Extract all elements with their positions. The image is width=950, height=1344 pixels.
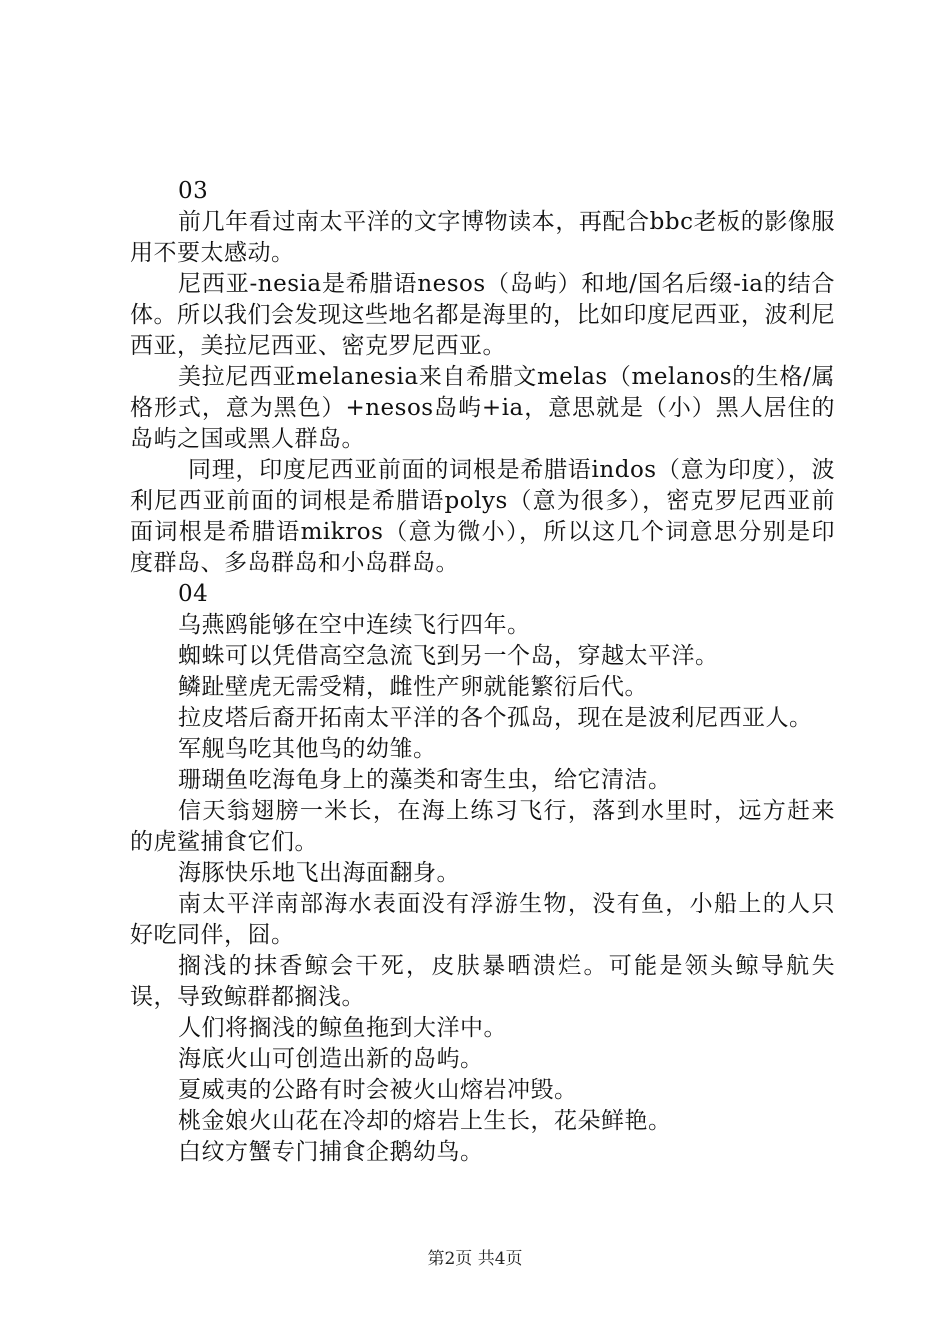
paragraph: 拉皮塔后裔开拓南太平洋的各个孤岛，现在是波利尼西亚人。 (178, 705, 813, 731)
paragraph: 海豚快乐地飞出海面翻身。 (178, 860, 460, 886)
paragraph: 信天翁翅膀一米长，在海上练习飞行，落到水里时，远方赶来的虎鲨捕食它们。 (130, 798, 835, 855)
paragraph: 同理，印度尼西亚前面的词根是希腊语indos（意为印度），波利尼西亚前面的词根是希腊语polys（意为很多），密克罗尼西亚前面词根是希腊语mikros（意为微小），所以这几个词意思分别是印度群岛、多岛群岛和小岛群岛。 (130, 457, 835, 576)
paragraph: 军舰鸟吃其他鸟的幼雏。 (178, 736, 437, 762)
paragraph: 桃金娘火山花在冷却的熔岩上生长，花朵鲜艳。 (178, 1108, 672, 1134)
paragraph: 搁浅的抹香鲸会干死，皮肤暴晒溃烂。可能是领头鲸导航失误，导致鲸群都搁浅。 (130, 953, 835, 1010)
paragraph: 夏威夷的公路有时会被火山熔岩冲毁。 (178, 1077, 578, 1103)
paragraph: 前几年看过南太平洋的文字博物读本，再配合bbc老板的影像服用不要太感动。 (130, 209, 835, 266)
paragraph: 白纹方蟹专门捕食企鹅幼鸟。 (178, 1139, 484, 1165)
paragraph: 美拉尼西亚melanesia来自希腊文melas（melanos的生格/属格形式，意为黑色）+nesos岛屿+ia，意思就是（小）黑人居住的岛屿之国或黑人群岛。 (130, 364, 835, 452)
document-body (130, 176, 835, 1168)
paragraph: 人们将搁浅的鲸鱼拖到大洋中。 (178, 1015, 507, 1041)
paragraph: 乌燕鸥能够在空中连续飞行四年。 (178, 612, 531, 638)
section-number-04: 04 (178, 581, 209, 607)
paragraph: 尼西亚-nesia是希腊语nesos（岛屿）和地/国名后缀-ia的结合体。所以我们会发现这些地名都是海里的，比如印度尼西亚，波利尼西亚，美拉尼西亚、密克罗尼西亚。 (130, 271, 835, 359)
paragraph: 鳞趾壁虎无需受精，雌性产卵就能繁衍后代。 (178, 674, 648, 700)
page-footer: 第2页 共4页 (427, 1249, 523, 1269)
paragraph: 蜘蛛可以凭借高空急流飞到另一个岛，穿越太平洋。 (178, 643, 719, 669)
paragraph: 海底火山可创造出新的岛屿。 (178, 1046, 484, 1072)
paragraph: 南太平洋南部海水表面没有浮游生物，没有鱼，小船上的人只好吃同伴，囧。 (130, 891, 835, 948)
section-number-03: 03 (178, 178, 209, 204)
paragraph: 珊瑚鱼吃海龟身上的藻类和寄生虫，给它清洁。 (178, 767, 672, 793)
